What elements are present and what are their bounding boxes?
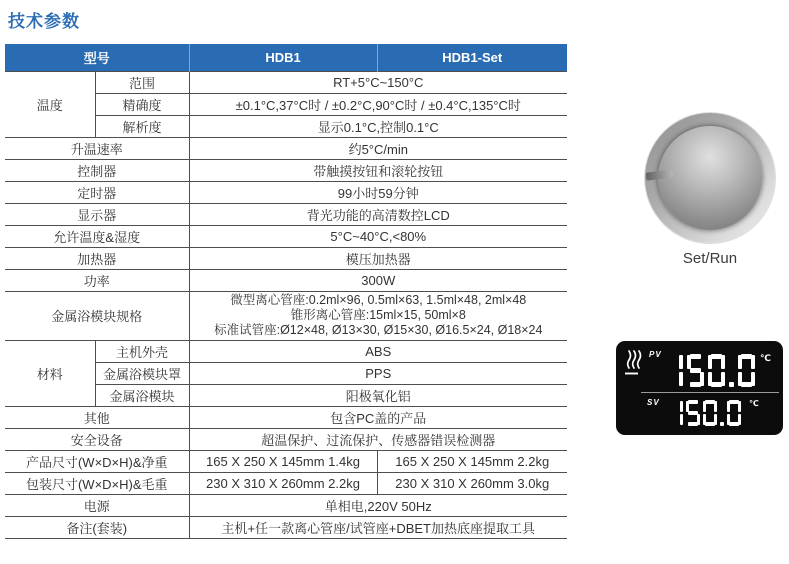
row-label: 范围 bbox=[95, 71, 189, 93]
row-value-hdb1-set: 165 X 250 X 145mm 2.2kg bbox=[377, 450, 567, 472]
row-label: 定时器 bbox=[5, 181, 189, 203]
group-label-material: 材料 bbox=[5, 340, 95, 406]
table-row bbox=[5, 203, 567, 225]
row-value: RT+5°C~150°C bbox=[189, 71, 567, 93]
row-value: 带触摸按钮和滚轮按钮 bbox=[189, 159, 567, 181]
block-spec-line2: 锥形离心管座:15ml×15, 50ml×8 bbox=[290, 308, 466, 322]
row-value bbox=[189, 291, 567, 340]
row-label: 安全设备 bbox=[5, 428, 189, 450]
row-label: 允许温度&湿度 bbox=[5, 225, 189, 247]
row-label: 主机外壳 bbox=[95, 340, 189, 362]
row-label: 金属浴模块罩 bbox=[95, 362, 189, 384]
row-value: 包含PC盖的产品 bbox=[189, 406, 567, 428]
table-row bbox=[5, 428, 567, 450]
knob-face bbox=[658, 126, 762, 230]
table-row bbox=[5, 406, 567, 428]
table-row bbox=[5, 340, 567, 362]
knob-label: Set/Run bbox=[682, 250, 738, 267]
table-row bbox=[5, 247, 567, 269]
sv-label: SV bbox=[647, 398, 660, 407]
row-value: 300W bbox=[189, 269, 567, 291]
sv-unit-celsius: ℃ bbox=[749, 399, 759, 408]
table-row bbox=[5, 159, 567, 181]
row-value: 约5°C/min bbox=[189, 137, 567, 159]
lcd-display bbox=[616, 341, 783, 435]
heating-waves-icon bbox=[623, 349, 643, 376]
row-label: 金属浴模块 bbox=[95, 384, 189, 406]
row-label: 产品尺寸(W×D×H)&净重 bbox=[5, 450, 189, 472]
row-value: 超温保护、过流保护、传感器错误检测器 bbox=[189, 428, 567, 450]
row-label: 其他 bbox=[5, 406, 189, 428]
row-value-hdb1: 165 X 250 X 145mm 1.4kg bbox=[189, 450, 377, 472]
pv-value-digits bbox=[666, 354, 755, 387]
set-run-knob bbox=[645, 113, 775, 243]
row-label: 金属浴模块规格 bbox=[5, 291, 189, 340]
row-value: 单相电,220V 50Hz bbox=[189, 494, 567, 516]
header-col-hdb1: HDB1 bbox=[189, 44, 377, 71]
table-row bbox=[5, 494, 567, 516]
row-label: 备注(套装) bbox=[5, 516, 189, 538]
row-label: 控制器 bbox=[5, 159, 189, 181]
table-row bbox=[5, 516, 567, 538]
row-value-hdb1: 230 X 310 X 260mm 2.2kg bbox=[189, 472, 377, 494]
row-value: 阳极氧化铝 bbox=[189, 384, 567, 406]
lcd-divider bbox=[641, 392, 779, 393]
table-row bbox=[5, 291, 567, 340]
table-row bbox=[5, 137, 567, 159]
block-spec-line3: 标准试管座:Ø12×48, Ø13×30, Ø15×30, Ø16.5×24, Ø18×24 bbox=[214, 323, 543, 337]
row-label: 加热器 bbox=[5, 247, 189, 269]
table-row bbox=[5, 225, 567, 247]
row-value: 模压加热器 bbox=[189, 247, 567, 269]
row-value: ABS bbox=[189, 340, 567, 362]
row-label: 包装尺寸(W×D×H)&毛重 bbox=[5, 472, 189, 494]
row-label: 精确度 bbox=[95, 93, 189, 115]
pv-unit-celsius: ℃ bbox=[760, 353, 771, 363]
row-value: ±0.1°C,37°C时 / ±0.2°C,90°C时 / ±0.4°C,135°C时 bbox=[189, 93, 567, 115]
row-value-hdb1-set: 230 X 310 X 260mm 3.0kg bbox=[377, 472, 567, 494]
row-label: 电源 bbox=[5, 494, 189, 516]
table-row bbox=[5, 181, 567, 203]
row-value: 背光功能的高清数控LCD bbox=[189, 203, 567, 225]
table-row bbox=[5, 450, 567, 472]
row-value: 5°C~40°C,<80% bbox=[189, 225, 567, 247]
table-row bbox=[5, 269, 567, 291]
row-value: PPS bbox=[189, 362, 567, 384]
page-title: 技术参数 bbox=[8, 12, 80, 31]
row-value: 显示0.1°C,控制0.1°C bbox=[189, 115, 567, 137]
sv-value-digits bbox=[669, 400, 741, 426]
table-row bbox=[5, 472, 567, 494]
row-value: 99小时59分钟 bbox=[189, 181, 567, 203]
row-label: 显示器 bbox=[5, 203, 189, 225]
row-label: 升温速率 bbox=[5, 137, 189, 159]
block-spec-line1: 微型离心管座:0.2ml×96, 0.5ml×63, 1.5ml×48, 2ml×48 bbox=[230, 293, 527, 307]
row-label: 功率 bbox=[5, 269, 189, 291]
header-col-hdb1-set: HDB1-Set bbox=[377, 44, 567, 71]
row-label: 解析度 bbox=[95, 115, 189, 137]
pv-label: PV bbox=[649, 350, 662, 359]
table-header-row bbox=[5, 44, 567, 71]
spec-table bbox=[5, 44, 567, 539]
header-model: 型号 bbox=[5, 44, 189, 71]
table-row bbox=[5, 71, 567, 93]
row-value: 主机+任一款离心管座/试管座+DBET加热底座提取工具 bbox=[189, 516, 567, 538]
group-label-temperature: 温度 bbox=[5, 71, 95, 137]
